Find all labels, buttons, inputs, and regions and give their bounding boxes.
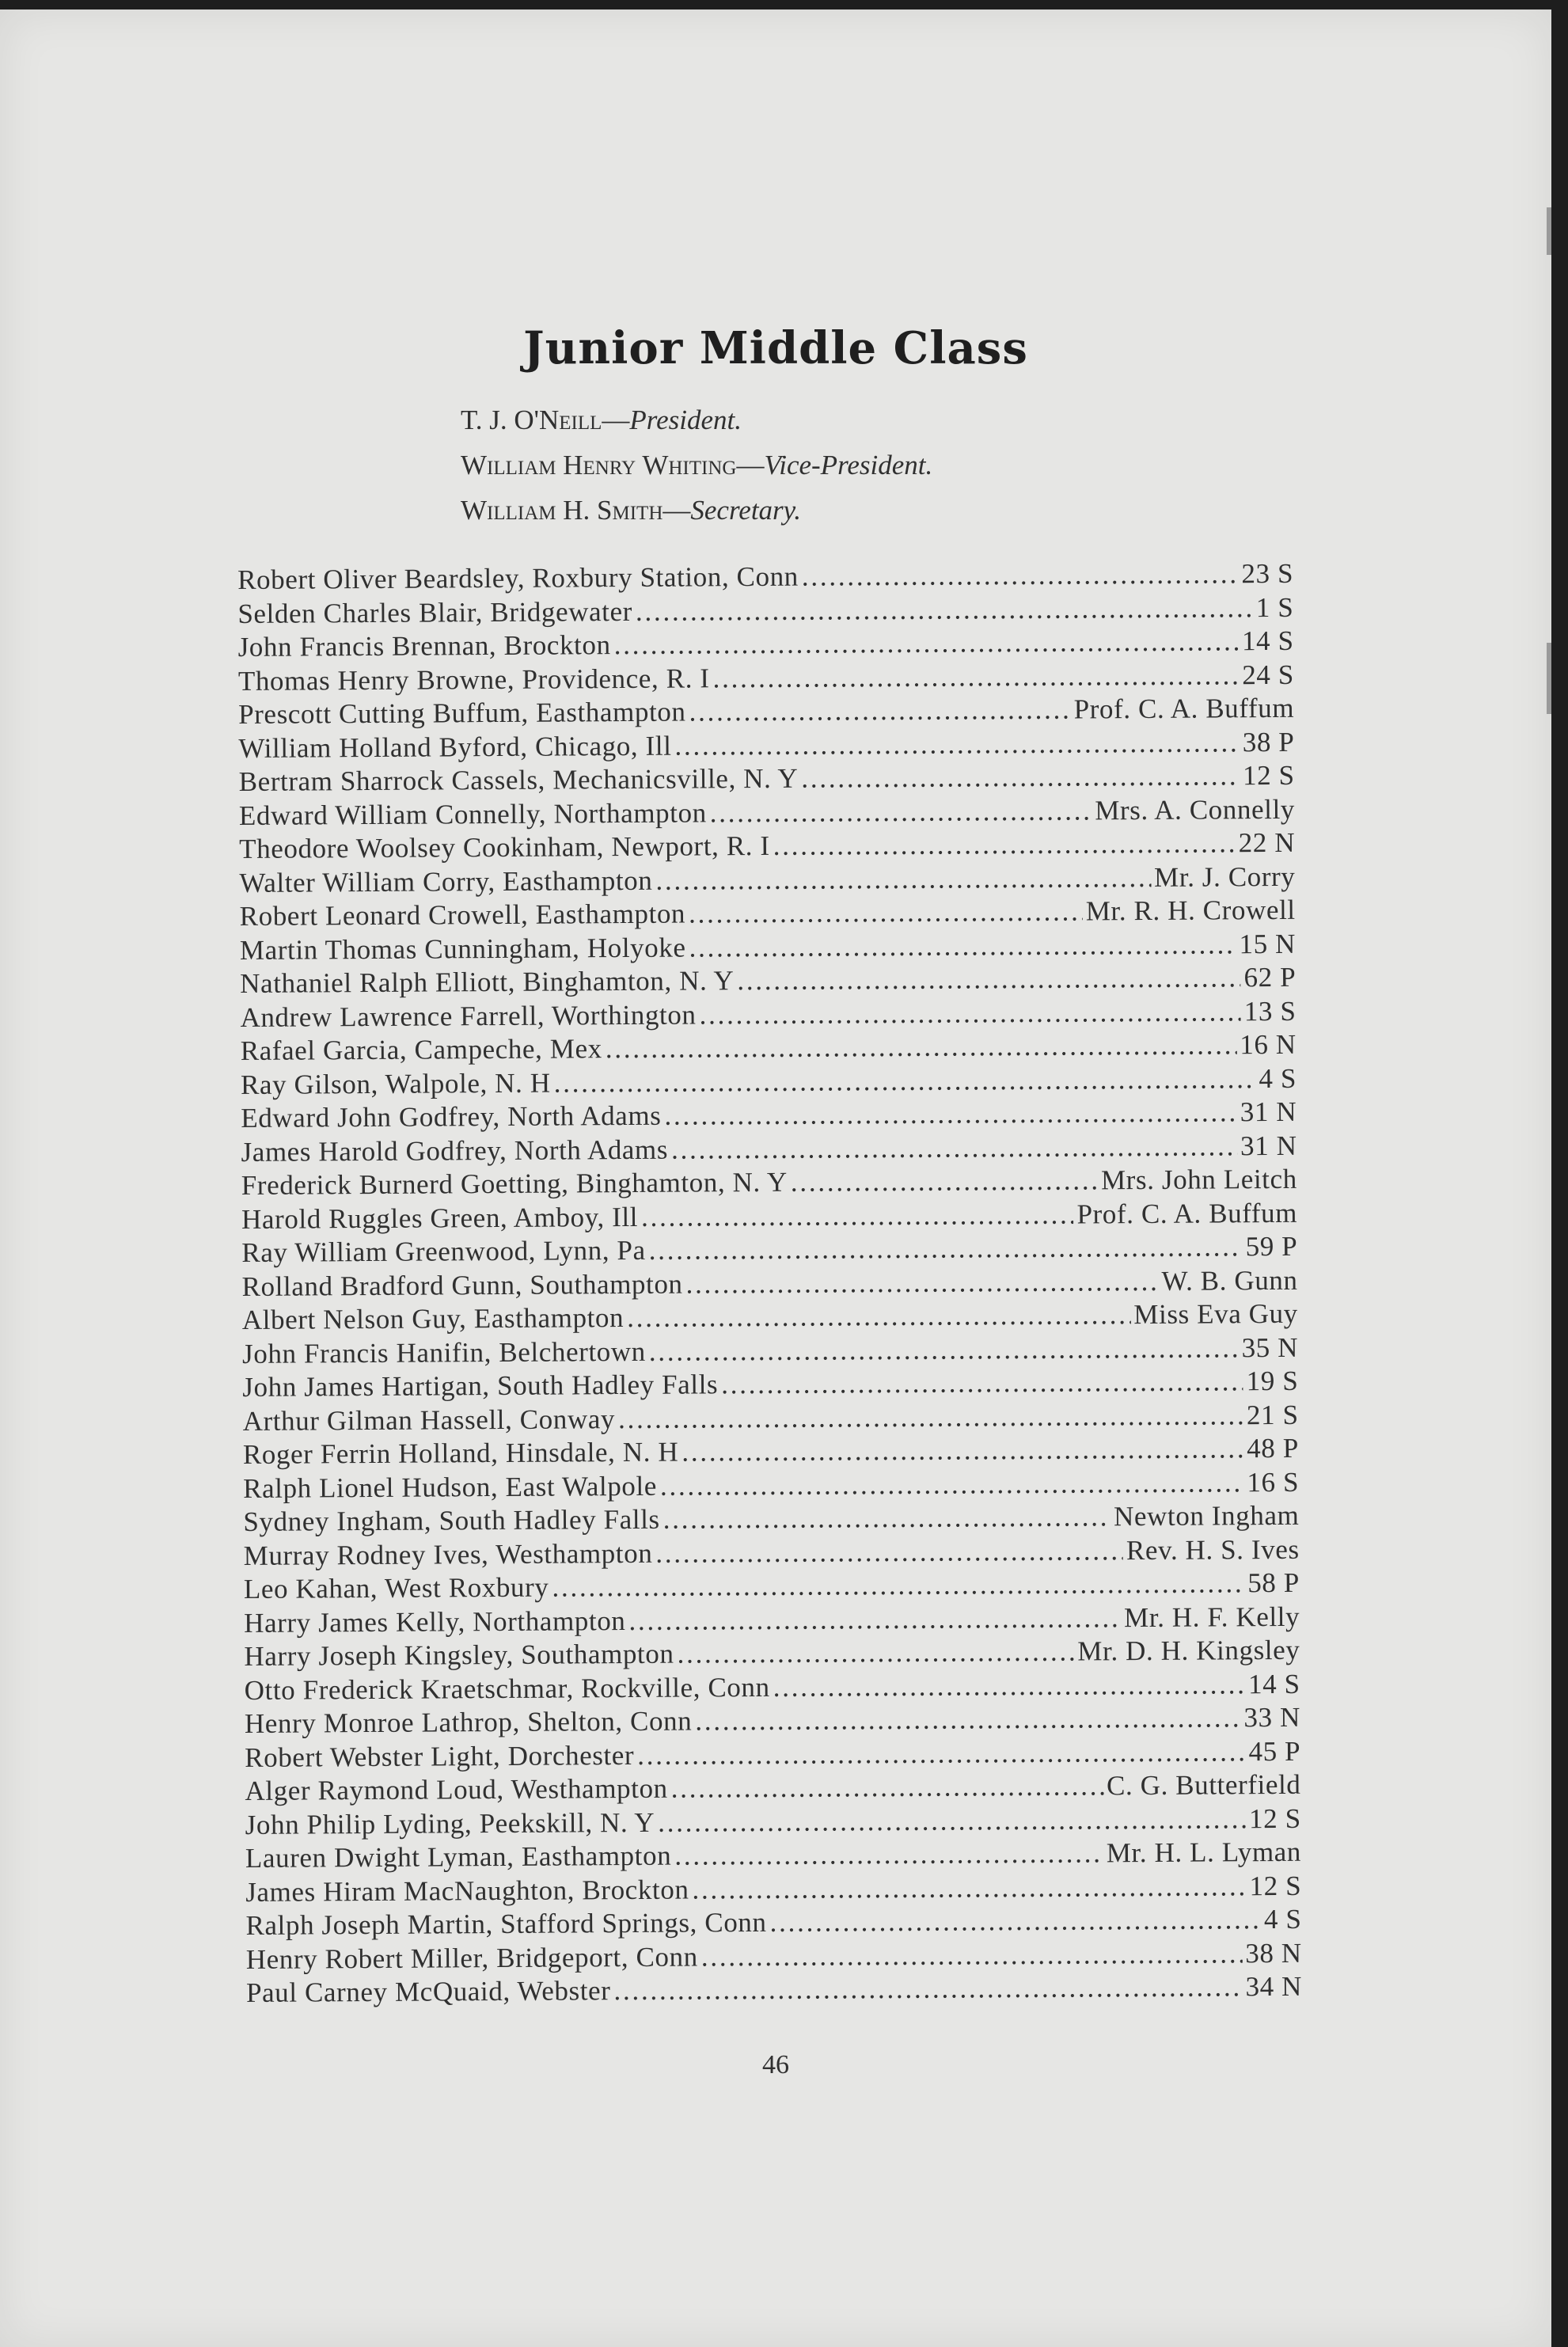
member-reference: 21 S [1246,1399,1299,1430]
member-reference: 31 N [1240,1096,1297,1128]
member-reference: 14 S [1247,1668,1300,1699]
member-name-town: William Holland Byford, Chicago, Ill [238,730,672,764]
officer-role: Vice-President. [764,450,933,480]
dot-leader [695,1701,1240,1738]
member-name-town: Roger Ferrin Holland, Hinsdale, N. H [242,1436,679,1470]
dot-leader [701,1937,1243,1974]
member-reference: 35 N [1241,1331,1299,1363]
member-reference: 34 N [1245,1970,1303,2003]
member-reference: Mrs. A. Connelly [1095,793,1296,826]
member-name-town: Ralph Joseph Martin, Stafford Springs, Conn [245,1906,767,1941]
member-name-town: Martin Thomas Cunningham, Holyoke [239,932,686,966]
member-reference: 12 S [1249,1870,1302,1901]
dot-leader [677,1635,1074,1672]
officer-role: Secretary. [690,495,802,526]
member-reference: 13 S [1243,995,1297,1027]
member-name-town: Albert Nelson Guy, Easthampton [241,1302,625,1335]
member-reference: 24 S [1242,659,1294,690]
dot-leader [641,1198,1074,1234]
member-reference: Mrs. John Leitch [1100,1163,1297,1196]
dot-leader [655,860,1151,897]
member-reference: 59 P [1245,1230,1298,1263]
member-name-town: Ralph Lionel Hudson, East Walpole [243,1470,658,1504]
member-roster [237,557,1302,2011]
dot-leader [712,659,1239,696]
member-name-town: Edward John Godfrey, North Adams [241,1099,662,1134]
member-name-town: Rolland Bradford Gunn, Southampton [241,1268,683,1302]
dot-leader [674,1836,1103,1873]
officer-role: President. [629,404,742,435]
page-title: Junior Middle Class [523,322,1028,374]
member-reference: Miss Eva Guy [1133,1297,1298,1331]
dot-leader [737,961,1241,997]
member-reference: Mr. H. L. Lyman [1106,1836,1302,1869]
member-name-town: Selden Charles Blair, Bridgewater [237,595,633,629]
dot-leader [685,1264,1158,1301]
dot-leader [689,894,1083,931]
member-name-town: Theodore Woolsey Cookinham, Newport, R. I [239,830,770,864]
member-reference: 16 S [1247,1466,1300,1498]
member-reference: 38 N [1245,1937,1302,1969]
member-name-town: John James Hartigan, South Hadley Falls [242,1369,719,1403]
member-name-town: Nathaniel Ralph Elliott, Binghamton, N. Y [240,965,735,999]
dot-leader [649,1230,1243,1267]
member-name-town: Sydney Ingham, South Hadley Falls [243,1503,660,1537]
member-reference: 14 S [1241,625,1294,657]
dot-leader [655,1534,1123,1570]
page-edge-mark [1547,643,1551,714]
dot-leader [637,1735,1246,1772]
member-name-town: Paul Carney McQuaid, Webster [245,1975,611,2008]
member-name-town: Robert Leonard Crowell, Easthampton [239,898,686,932]
dot-leader [618,1399,1243,1436]
member-name-town: Henry Monroe Lathrop, Shelton, Conn [244,1705,693,1739]
member-name-town: Walter William Corry, Easthampton [239,864,653,898]
dot-leader [660,1466,1244,1503]
member-reference: 31 N [1240,1130,1297,1161]
officer-secretary: William H. Smith—Secretary. [461,495,802,526]
member-reference: 19 S [1246,1365,1299,1397]
member-reference: Mr. J. Corry [1153,860,1296,893]
member-reference: 1 S [1255,591,1294,623]
officer-name: William H. Smith [461,495,663,526]
member-reference: W. B. Gunn [1161,1264,1298,1297]
page-number: 46 [762,2050,789,2079]
member-reference: 58 P [1247,1567,1300,1599]
member-reference: 38 P [1242,726,1295,758]
member-reference: 23 S [1241,557,1294,590]
dot-leader [773,826,1236,863]
member-reference: 12 S [1242,759,1295,792]
dot-leader [636,591,1253,629]
officer-name: William Henry Whiting [461,450,737,480]
dot-leader [689,693,1070,729]
member-reference: 4 S [1259,1062,1297,1094]
dot-leader [801,759,1240,796]
dot-leader [791,1164,1099,1199]
member-reference: 15 N [1239,928,1297,959]
member-name-town: Andrew Lawrence Farrell, Worthington [240,998,697,1033]
page-edge-mark [1547,207,1551,255]
member-name-town: Murray Rodney Ives, Westhampton [243,1537,653,1571]
member-name-town: Henry Robert Miller, Bridgeport, Conn [245,1940,698,1975]
member-reference: C. G. Butterfield [1106,1768,1301,1802]
dot-leader [681,1432,1243,1469]
dot-leader [554,1062,1256,1100]
dot-leader [613,625,1239,662]
member-name-town: James Hiram MacNaughton, Brockton [245,1874,689,1908]
member-name-town: Otto Frederick Kraetschmar, Rockville, Conn [244,1671,770,1706]
member-reference: 12 S [1248,1802,1301,1834]
dot-leader [627,1298,1130,1335]
member-name-town: Frederick Burnerd Goetting, Binghamton, N. Y [241,1166,788,1201]
member-name-town: Alger Raymond Loud, Westhampton [245,1772,668,1806]
dot-leader [552,1567,1244,1605]
member-name-town: John Philip Lyding, Peekskill, N. Y [245,1806,655,1840]
dot-leader [769,1903,1261,1939]
dot-leader [663,1500,1111,1536]
dot-leader [710,794,1092,830]
dot-leader [671,1769,1104,1806]
member-name-town: Ray Gilson, Walpole, N. H [240,1067,551,1100]
member-reference: 22 N [1238,826,1296,859]
dot-leader [721,1365,1243,1402]
member-name-town: Robert Oliver Beardsley, Roxbury Station, Conn [237,560,799,595]
officers-list [461,397,932,533]
member-reference: 4 S [1263,1903,1302,1935]
member-reference: 62 P [1243,961,1297,993]
dot-leader [674,726,1240,763]
member-reference: Mr. D. H. Kingsley [1077,1634,1300,1667]
member-name-town: Thomas Henry Browne, Providence, R. I [237,662,710,697]
member-reference: Mr. R. H. Crowell [1085,894,1296,927]
member-reference: Rev. H. S. Ives [1126,1533,1300,1566]
dot-leader [606,1028,1237,1065]
member-reference: 16 N [1240,1028,1297,1061]
document-page [0,9,1551,2347]
dot-leader [699,995,1241,1032]
dot-leader [664,1096,1237,1133]
member-reference: 45 P [1248,1735,1301,1767]
member-reference: Prof. C. A. Buffum [1076,1197,1298,1230]
dot-leader [658,1802,1246,1840]
member-reference: 33 N [1243,1701,1301,1734]
member-reference: Mr. H. F. Kelly [1123,1601,1300,1633]
roster-row [246,1970,1302,2011]
member-name-town: James Harold Godfrey, North Adams [241,1134,669,1168]
member-name-town: Leo Kahan, West Roxbury [243,1571,549,1605]
member-name-town: Prescott Cutting Buffum, Easthampton [238,696,686,730]
member-name-town: Robert Webster Light, Dorchester [245,1739,635,1773]
member-name-town: Bertram Sharrock Cassels, Mechanicsville, N. Y [238,762,799,797]
dot-leader [773,1668,1246,1704]
member-name-town: Arthur Gilman Hassell, Conway [242,1403,616,1437]
officer-vice-president: William Henry Whiting—Vice-President. [461,450,933,480]
dot-leader [649,1331,1239,1369]
member-name-town: Harry Joseph Kingsley, Southampton [244,1638,674,1672]
member-reference: Prof. C. A. Buffum [1073,692,1295,725]
member-name-town: Lauren Dwight Lyman, Easthampton [245,1840,672,1874]
dot-leader [692,1870,1246,1907]
member-name-town: Ray William Greenwood, Lynn, Pa [241,1234,646,1268]
dot-leader [613,1970,1242,2007]
member-name-town: Edward William Connelly, Northampton [238,796,707,831]
officer-president: T. J. O'Neill—President. [461,404,742,435]
member-reference: 48 P [1247,1432,1299,1464]
officer-name: T. J. O'Neill [461,404,602,435]
dot-leader [628,1601,1121,1638]
member-name-town: John Francis Hanifin, Belchertown [241,1335,646,1369]
member-reference: Newton Ingham [1113,1499,1300,1532]
dot-leader [689,928,1236,965]
member-name-town: Harry James Kelly, Northampton [244,1605,626,1639]
member-name-town: Harold Ruggles Green, Amboy, Ill [241,1201,639,1235]
dot-leader [671,1130,1237,1167]
dot-leader [802,557,1239,594]
member-name-town: John Francis Brennan, Brockton [237,629,611,663]
member-name-town: Rafael Garcia, Campeche, Mex [240,1033,602,1066]
